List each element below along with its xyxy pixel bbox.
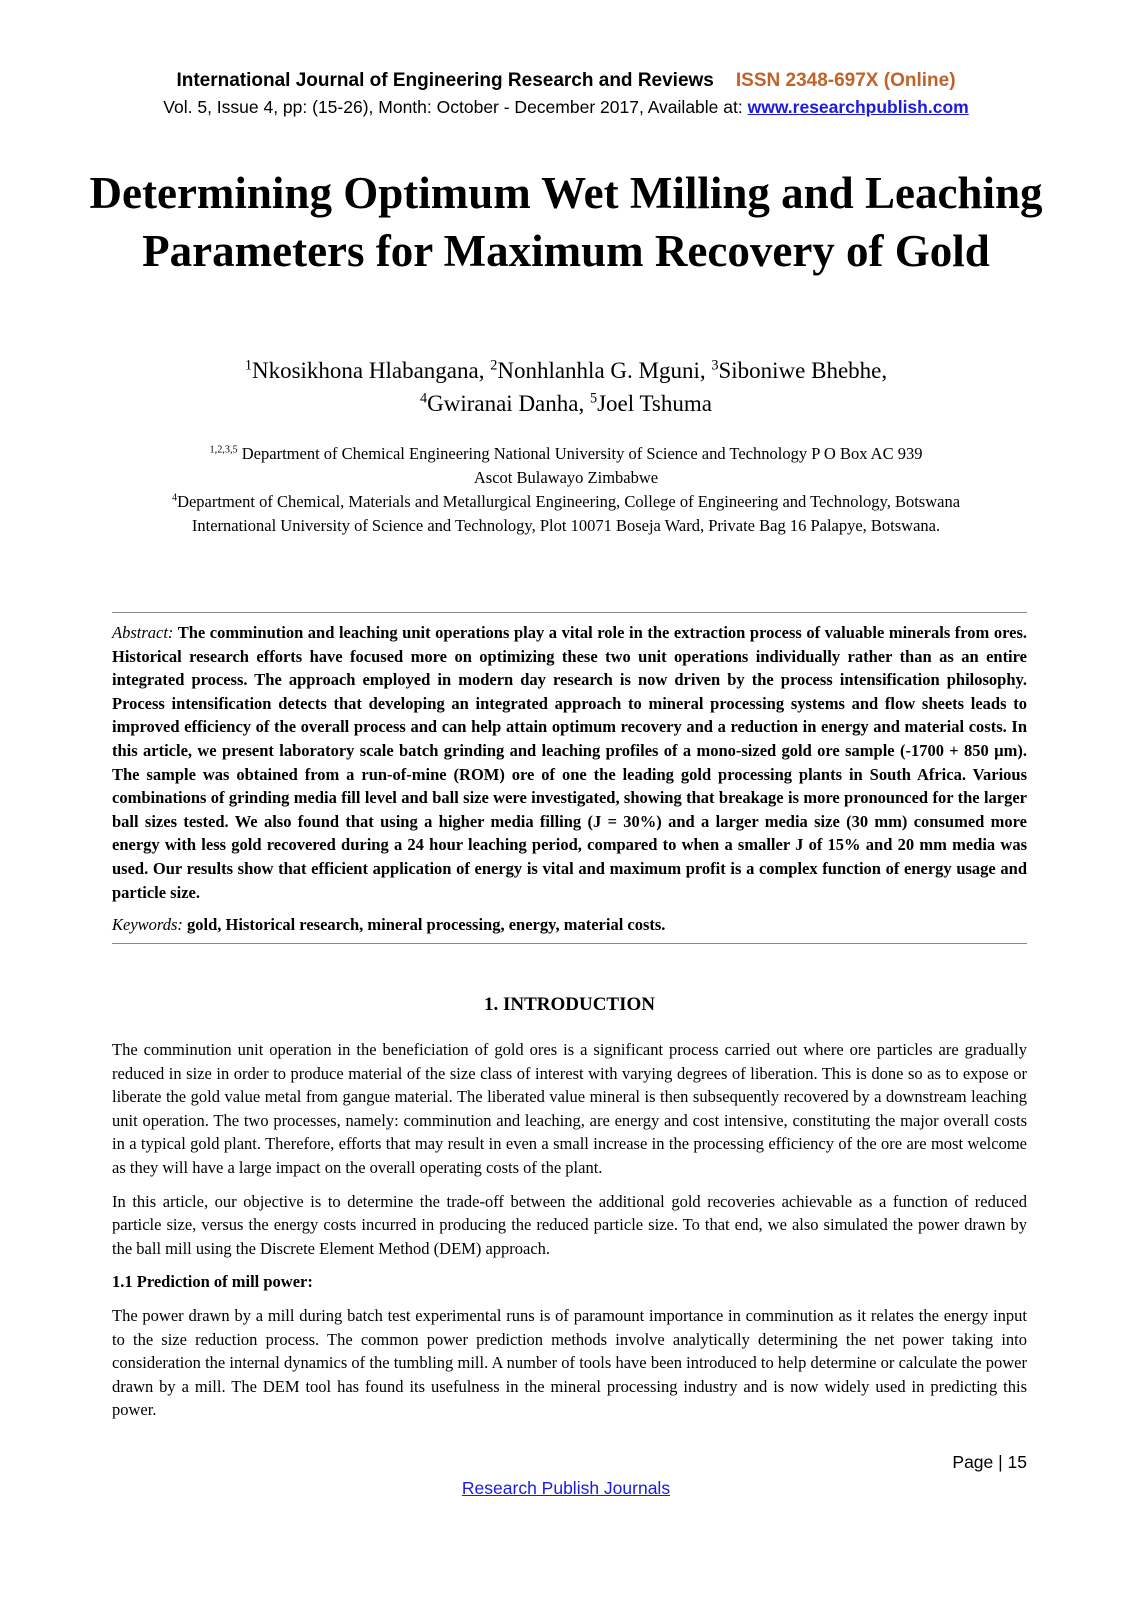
footer-link[interactable]: Research Publish Journals	[461, 1478, 671, 1498]
author-sup: 1	[244, 357, 252, 374]
author-line-2	[60, 387, 1072, 420]
subsection-heading: 1.1 Prediction of mill power:	[112, 1272, 313, 1292]
author-name: Siboniwe Bhebhe,	[718, 358, 888, 383]
abstract	[112, 621, 1027, 904]
volume-info: Vol. 5, Issue 4, pp: (15-26), Month: October - December 2017, Available at:	[163, 97, 743, 117]
issn-label: ISSN 2348-697X (Online)	[735, 70, 956, 91]
page-number: Page | 15	[952, 1452, 1027, 1472]
author-name: Gwiranai Danha,	[427, 391, 585, 416]
paragraph: The power drawn by a mill during batch test experimental runs is of paramount importance in comminution as it relates the energy input to the size reduction process. The common power prediction methods involve analytically determining the net power taking into consideration the internal dynamics of the tumbling mill. A number of tools have been introduced to help determine or calculate the power drawn by a mill. The DEM tool has found its usefulness in the mineral processing industry and is now widely used in predicting this power.	[112, 1305, 1027, 1420]
paper-title: Determining Optimum Wet Milling and Leaching Parameters for Maximum Recovery of Gold	[89, 168, 1043, 276]
keywords-text: gold, Historical research, mineral processing, energy, material costs.	[187, 915, 666, 935]
journal-title-line	[0, 68, 1132, 94]
abstract-label: Abstract:	[112, 623, 174, 642]
affiliation-2	[60, 490, 1072, 514]
affiliation-sup: 4	[171, 492, 178, 504]
paragraph: The comminution unit operation in the beneficiation of gold ores is a significant process carried out where ore particles are gradually reduced in size in order to produce material of the size class of interest with varying degrees of liberation. This is done so as to expose or liberate the gold value metal from gangue material. The liberated value mineral is then subsequently recovered by a downstream leaching unit operation. The two processes, namely: comminution and leaching, are energy and cost intensive, constituting the major overall costs in a typical gold plant. Therefore, efforts that may result in even a small increase in the processing efficiency of the ore are most welcome as they will have a large impact on the overall operating costs of the plant.	[112, 1040, 1027, 1177]
author-sup: 3	[711, 357, 719, 374]
author-line-1	[60, 354, 1072, 387]
author-name: Joel Tshuma	[597, 391, 712, 416]
affiliation-sup: 1,2,3,5	[209, 444, 238, 456]
body-text	[112, 1038, 1027, 1432]
journal-header	[0, 68, 1132, 120]
journal-name: International Journal of Engineering Research and Reviews	[176, 70, 714, 91]
author-sup: 5	[589, 390, 598, 407]
author-name: Nonhlanhla G. Mguni,	[497, 358, 706, 383]
author-name: Nkosikhona Hlabangana,	[251, 358, 485, 383]
affiliation-text: Department of Chemical, Materials and Metallurgical Engineering, College of Engineering and Technology, Botswana	[177, 492, 961, 511]
keywords	[112, 913, 1027, 937]
affiliation-1	[60, 442, 1072, 466]
author-sup: 2	[490, 357, 498, 374]
section-heading-introduction: 1. INTRODUCTION	[483, 994, 656, 1015]
keywords-label: Keywords:	[112, 915, 183, 935]
affiliation-text: Department of Chemical Engineering National University of Science and Technology P O Box AC 939	[241, 444, 923, 463]
paragraph: In this article, our objective is to determine the trade-off between the additional gold recoveries achievable as a function of reduced particle size, versus the energy costs incurred in producing the reduced particle size. To that end, we also simulated the power drawn by the ball mill using the Discrete Element Method (DEM) approach.	[112, 1191, 1027, 1258]
author-list	[60, 354, 1072, 420]
author-sup: 4	[420, 390, 428, 407]
affiliation-1-line2: Ascot Bulawayo Zimbabwe	[473, 468, 659, 487]
affiliation-2-line2: International University of Science and Technology, Plot 10071 Boseja Ward, Private Bag 16 Palapye, Botswana.	[191, 516, 941, 535]
abstract-text: The comminution and leaching unit operations play a vital role in the extraction process of valuable minerals from ores. Historical research efforts have focused more on optimizing these two unit operations individually rather than as an entire integrated process. The approach employed in modern day research is now driven by the process intensification philosophy. Process intensification detects that developing an integrated approach to mineral processing systems and flow sheets leads to improved efficiency of the overall process and can help attain optimum recovery and a reduction in energy and material costs. In this article, we present laboratory scale batch grinding and leaching profiles of a mono-sized gold ore sample (-1700 + 850 µm). The sample was obtained from a run-of-mine (ROM) ore of one the leading gold processing plants in South Africa. Various combinations of grinding media fill level and ball size were investigated, showing that breakage is more pronounced for the larger ball sizes tested. We also found that using a higher media filling (J = 30%) and a larger media size (30 mm) consumed more energy with less gold recovered during a 24 hour leaching period, compared to when a smaller J of 15% and 20 mm media was used. Our results show that efficient application of energy is vital and maximum profit is a complex function of energy usage and particle size.	[112, 623, 1028, 902]
affiliations	[60, 442, 1072, 538]
abstract-section	[112, 612, 1027, 944]
volume-line	[0, 94, 1132, 120]
journal-website-link[interactable]: www.researchpublish.com	[747, 97, 969, 117]
page-footer	[0, 1478, 1132, 1499]
